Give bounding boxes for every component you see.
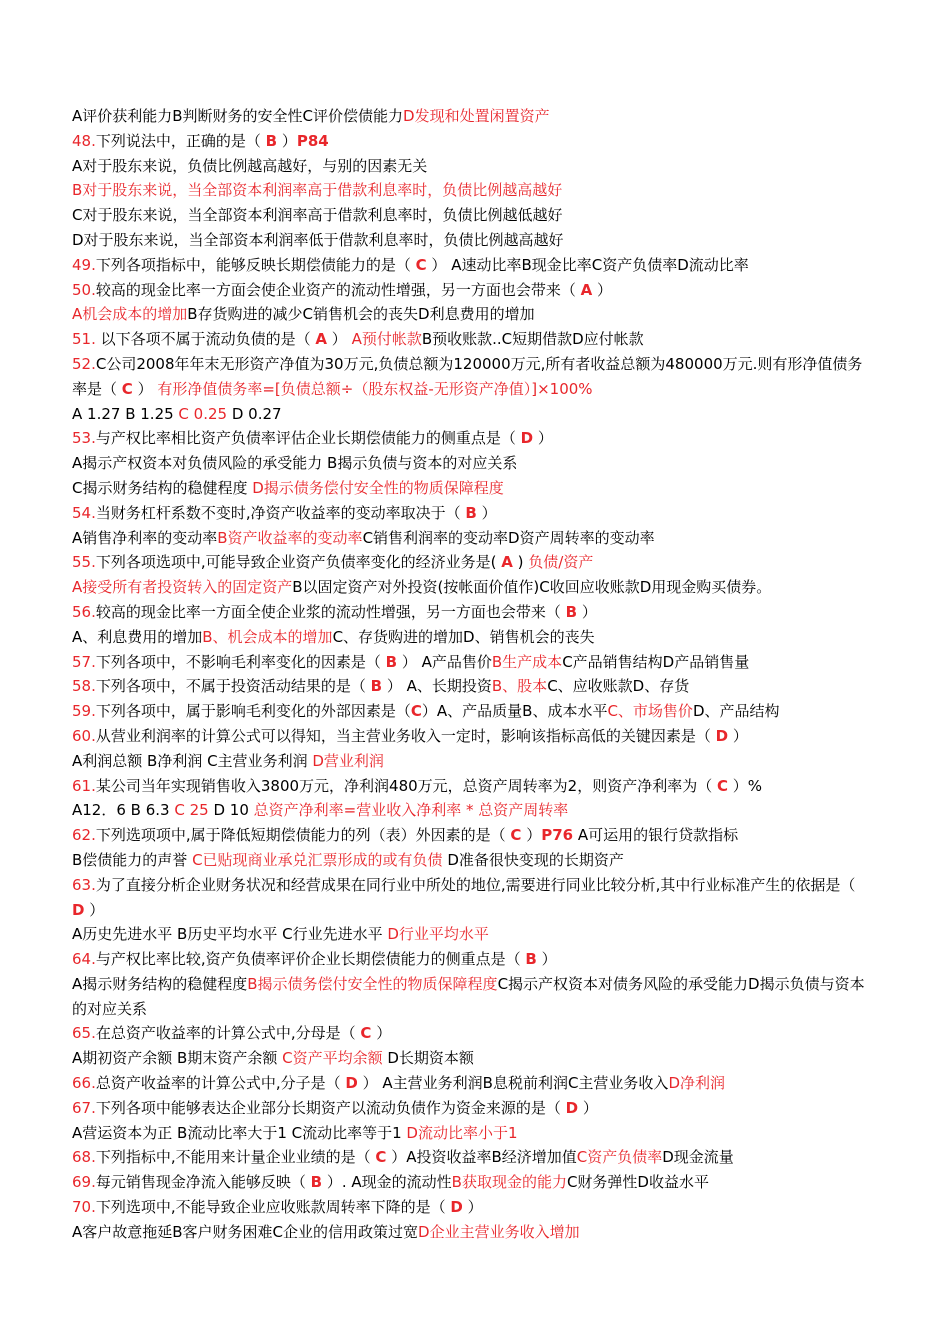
highlighted-text: A预付帐款: [351, 330, 422, 349]
highlighted-text: B: [525, 950, 537, 969]
text-segment: C销售利润率的变动率D资产周转率的变动率: [362, 528, 655, 547]
text-segment: ） A主营业务利润B息税前利润C主营业务收入: [357, 1074, 669, 1093]
text-segment: A对于股东来说，负债比例越高越好，与别的因素无关: [72, 156, 428, 175]
text-line: [72, 1096, 872, 1121]
text-segment: A12．6 B 6.3: [72, 801, 175, 820]
highlighted-text: 48.: [72, 131, 96, 150]
text-line: [72, 327, 872, 352]
highlighted-text: B生产成本: [491, 652, 563, 671]
highlighted-text: B: [565, 602, 578, 621]
text-line: [72, 1195, 872, 1220]
highlighted-text: C 0.25: [178, 404, 228, 423]
text-segment: D 0.27: [227, 404, 282, 423]
text-segment: 下列指标中,不能用来计量企业业绩的是（: [95, 1148, 376, 1167]
text-segment: C揭示财务结构的稳健程度: [72, 478, 253, 497]
highlighted-text: A: [501, 553, 513, 572]
highlighted-text: D流动比率小于1: [406, 1123, 518, 1142]
highlighted-text: C: [410, 702, 422, 721]
text-line: [72, 352, 872, 402]
text-segment: A、利息费用的增加: [72, 627, 203, 646]
highlighted-text: C已贴现商业承兑汇票形成的或有负债: [192, 850, 443, 869]
highlighted-text: D: [345, 1074, 358, 1093]
highlighted-text: 总资产净利率=营业收入净利率 * 总资产周转率: [253, 801, 569, 820]
highlighted-text: B: [465, 503, 477, 522]
highlighted-text: D营业利润: [312, 751, 384, 770]
text-segment: D 10: [208, 801, 254, 820]
highlighted-text: 66.: [72, 1074, 96, 1093]
text-segment: C揭示产权资本对债务风险的承受能力D揭示负债与资本的对应关系: [72, 974, 865, 1018]
highlighted-text: D: [715, 726, 729, 745]
text-line: [72, 674, 872, 699]
highlighted-text: P84: [296, 131, 329, 150]
text-segment: 较高的现金比率一方面全使企业浆的流动性增强，另一方面也会带来（: [95, 602, 566, 621]
text-segment: A营运资本为正 B流动比率大于1 C流动比率等于1: [72, 1123, 407, 1142]
text-segment: A揭示产权资本对负债风险的承受能力 B揭示负债与资本的对应关系: [72, 454, 518, 473]
text-line: [72, 501, 872, 526]
text-segment: ）: [132, 379, 158, 398]
highlighted-text: 54.: [72, 503, 96, 522]
text-line: [72, 451, 872, 476]
text-line: [72, 798, 872, 823]
text-segment: D长期资本额: [382, 1049, 474, 1068]
text-line: [72, 848, 872, 873]
highlighted-text: B: [370, 677, 383, 696]
text-segment: 当财务杠杆系数不变时,净资产收益率的变动率取决于（: [95, 503, 466, 522]
text-segment: 下列各项中能够表达企业部分长期资产以流动负债作为资金来源的是（: [95, 1098, 566, 1117]
text-segment: D现金流量: [662, 1148, 734, 1167]
text-segment: 与产权比率比较,资产负债率评价企业长期偿债能力的侧重点是（: [95, 950, 526, 969]
highlighted-text: C资产平均余额: [282, 1049, 383, 1068]
text-segment: C产品销售结构D产品销售量: [562, 652, 750, 671]
highlighted-text: 69.: [72, 1173, 96, 1192]
text-line: [72, 129, 872, 154]
text-segment: 每元销售现金净流入能够反映（: [95, 1173, 311, 1192]
text-line: [72, 575, 872, 600]
text-segment: 在总资产收益率的计算公式中,分母是（: [95, 1024, 361, 1043]
highlighted-text: D企业主营业务收入增加: [418, 1222, 580, 1241]
highlighted-text: 56.: [72, 602, 96, 621]
text-segment: C、应收账款D、存货: [547, 677, 690, 696]
highlighted-text: D揭示债务偿付安全性的物质保障程度: [252, 478, 504, 497]
text-segment: ）: [84, 900, 105, 919]
text-segment: 下列各项选项中,可能导致企业资产负债率变化的经济业务是(: [95, 553, 502, 572]
text-segment: B预收账款..C短期借款D应付帐款: [421, 330, 644, 349]
text-line: [72, 650, 872, 675]
highlighted-text: C: [121, 379, 133, 398]
text-line: [72, 203, 872, 228]
highlighted-text: C资产负债率: [576, 1148, 663, 1167]
highlighted-text: A: [315, 330, 328, 349]
text-line: [72, 178, 872, 203]
highlighted-text: B、机会成本的增加: [202, 627, 333, 646]
text-line: [72, 1071, 872, 1096]
text-line: [72, 972, 872, 1022]
text-segment: 从营业利润率的计算公式可以得知，当主营业务收入一定时，影响该指标高低的关键因素是（: [95, 726, 716, 745]
highlighted-text: 58.: [72, 677, 96, 696]
text-segment: A销售净利率的变动率: [72, 528, 218, 547]
text-line: [72, 922, 872, 947]
highlighted-text: 70.: [72, 1198, 96, 1217]
highlighted-text: A: [580, 280, 593, 299]
text-segment: 下列各项指标中，能够反映长期偿债能力的是（: [95, 255, 416, 274]
highlighted-text: D行业平均水平: [387, 925, 489, 944]
text-segment: 下列各项中，属于影响毛利变化的外部因素是（: [95, 702, 411, 721]
text-line: [72, 1145, 872, 1170]
text-line: [72, 1121, 872, 1146]
text-segment: ）: [577, 602, 597, 621]
text-segment: 较高的现金比率一方面会使企业资产的流动性增强，另一方面也会带来（: [95, 280, 581, 299]
text-segment: D准备很快变现的长期资产: [442, 850, 624, 869]
text-segment: D、产品结构: [692, 702, 780, 721]
text-segment: D对于股东来说，当全部资本利润率低于借款利息率时，负债比例越高越好: [72, 230, 564, 249]
text-line: [72, 426, 872, 451]
highlighted-text: B资产收益率的变动率: [217, 528, 363, 547]
text-segment: ): [512, 553, 529, 572]
text-segment: C财务弹性D收益水平: [566, 1173, 709, 1192]
text-segment: C、存货购进的增加D、销售机会的丧失: [332, 627, 595, 646]
text-segment: C公司2008年年末无形资产净值为30万元,负债总额为120000万元,所有者收益总额为480000万元.则有形净值债务率是（: [72, 354, 863, 398]
highlighted-text: C: [415, 255, 427, 274]
highlighted-text: C: [510, 826, 522, 845]
text-segment: 某公司当年实现销售收入3800万元，净利润480万元，总资产周转率为2，则资产净利率为（: [95, 776, 717, 795]
text-line: [72, 749, 872, 774]
text-line: [72, 154, 872, 179]
text-segment: A客户故意拖延B客户财务困难C企业的信用政策过宽: [72, 1222, 419, 1241]
text-segment: ）A、产品质量B、成本水平: [421, 702, 608, 721]
text-segment: B以固定资产对外投资(按帐面价值作)C收回应收账款D用现金购买债券。: [292, 578, 772, 597]
text-line: [72, 402, 872, 427]
text-segment: 以下各项不属于流动负债的是（: [95, 330, 316, 349]
highlighted-text: 67.: [72, 1098, 96, 1117]
highlighted-text: B: [385, 652, 398, 671]
text-segment: B偿债能力的声誉: [72, 850, 193, 869]
highlighted-text: B: [265, 131, 278, 150]
text-segment: 为了直接分析企业财务状况和经营成果在同行业中所处的地位,需要进行同业比较分析,其中行业标准产生的依据是（: [95, 875, 856, 894]
highlighted-text: D: [565, 1098, 579, 1117]
text-line: [72, 476, 872, 501]
text-segment: ） A速动比率B现金比率C资产负债率D流动比率: [426, 255, 749, 274]
highlighted-text: D发现和处置闲置资产: [403, 107, 550, 125]
text-segment: 总资产收益率的计算公式中,分子是（: [95, 1074, 346, 1093]
highlighted-text: 51.: [72, 330, 96, 349]
text-line: [72, 526, 872, 551]
highlighted-text: 68.: [72, 1148, 96, 1167]
text-segment: 下列说法中，正确的是（: [95, 131, 266, 150]
text-line: [72, 278, 872, 303]
text-segment: A可运用的银行贷款指标: [573, 826, 739, 845]
text-line: [72, 625, 872, 650]
highlighted-text: B: [310, 1173, 323, 1192]
highlighted-text: 55.: [72, 553, 96, 572]
text-line: [72, 823, 872, 848]
text-segment: A期初资产余额 B期末资产余额: [72, 1049, 283, 1068]
text-line: [72, 1170, 872, 1195]
text-segment: A历史先进水平 B历史平均水平 C行业先进水平: [72, 925, 388, 944]
highlighted-text: 负债/资产: [528, 553, 594, 572]
text-segment: ）: [327, 330, 352, 349]
text-line: [72, 253, 872, 278]
highlighted-text: 53.: [72, 429, 96, 448]
text-segment: ）: [728, 726, 748, 745]
text-line: [72, 774, 872, 799]
highlighted-text: D: [450, 1198, 463, 1217]
highlighted-text: 65.: [72, 1024, 96, 1043]
highlighted-text: A接受所有者投资转入的固定资产: [72, 578, 293, 597]
highlighted-text: D: [520, 429, 534, 448]
highlighted-text: B获取现金的能力: [451, 1173, 567, 1192]
highlighted-text: C: [375, 1148, 387, 1167]
highlighted-text: 52.: [72, 354, 96, 373]
highlighted-text: 50.: [72, 280, 96, 299]
text-segment: A利润总额 B净利润 C主营业务利润: [72, 751, 313, 770]
highlighted-text: 57.: [72, 652, 96, 671]
text-segment: ）: [371, 1024, 392, 1043]
highlighted-text: 60.: [72, 726, 96, 745]
text-segment: ）%: [728, 776, 763, 795]
text-segment: ）: [476, 503, 497, 522]
text-segment: ）: [521, 826, 542, 845]
highlighted-text: C: [360, 1024, 372, 1043]
highlighted-text: P76: [541, 826, 574, 845]
text-segment: ）. A现金的流动性: [322, 1173, 452, 1192]
text-segment: ）: [536, 950, 557, 969]
highlighted-text: D净利润: [668, 1074, 725, 1093]
highlighted-text: 59.: [72, 702, 96, 721]
text-segment: C对于股东来说，当全部资本利润率高于借款利息率时，负债比例越低越好: [72, 206, 563, 225]
text-segment: A评价获利能力B判断财务的安全性C评价偿债能力: [72, 107, 404, 125]
highlighted-text: A机会成本的增加: [72, 305, 188, 324]
text-line: [72, 1021, 872, 1046]
text-line: [72, 104, 872, 129]
text-line: [72, 724, 872, 749]
text-segment: ）: [462, 1198, 483, 1217]
text-segment: A 1.27 B 1.25: [72, 404, 179, 423]
text-line: [72, 302, 872, 327]
text-segment: B存货购进的减少C销售机会的丧失D利息费用的增加: [187, 305, 535, 324]
highlighted-text: 49.: [72, 255, 96, 274]
text-line: [72, 699, 872, 724]
highlighted-text: C: [716, 776, 728, 795]
highlighted-text: B、股本: [491, 677, 548, 696]
text-segment: ）A投资收益率B经济增加值: [386, 1148, 577, 1167]
highlighted-text: 63.: [72, 875, 96, 894]
text-line: [72, 1220, 872, 1245]
highlighted-text: C 25: [174, 801, 209, 820]
text-line: [72, 550, 872, 575]
text-segment: A揭示财务结构的稳健程度: [72, 974, 248, 993]
highlighted-text: B揭示债务偿付安全性的物质保障程度: [247, 974, 498, 993]
text-segment: 下列选项项中,属于降低短期偿债能力的列（表）外因素的是（: [95, 826, 511, 845]
text-segment: 下列各项中，不属于投资活动结果的是（: [95, 677, 371, 696]
highlighted-text: 64.: [72, 950, 96, 969]
document-body: [72, 104, 872, 1245]
highlighted-text: 62.: [72, 826, 96, 845]
text-segment: 下列选项中,不能导致企业应收账款周转率下降的是（: [95, 1198, 451, 1217]
text-segment: ）: [578, 1098, 598, 1117]
text-segment: ）: [277, 131, 297, 150]
text-line: [72, 947, 872, 972]
text-line: [72, 600, 872, 625]
text-segment: ）: [533, 429, 553, 448]
text-line: [72, 228, 872, 253]
highlighted-text: B对于股东来说，当全部资本利润率高于借款利息率时，负债比例越高越好: [72, 181, 563, 200]
highlighted-text: C、市场售价: [607, 702, 693, 721]
text-segment: ）: [592, 280, 613, 299]
text-line: [72, 873, 872, 923]
highlighted-text: 有形净值债务率=[负债总额÷（股东权益-无形资产净值）]×100%: [157, 379, 593, 398]
text-segment: ） A、长期投资: [382, 677, 492, 696]
text-line: [72, 1046, 872, 1071]
text-segment: ） A产品售价: [397, 652, 492, 671]
text-segment: 与产权比率相比资产负债率评估企业长期偿债能力的侧重点是（: [95, 429, 521, 448]
highlighted-text: 61.: [72, 776, 96, 795]
highlighted-text: D: [72, 900, 85, 919]
text-segment: 下列各项中，不影响毛利率变化的因素是（: [95, 652, 386, 671]
